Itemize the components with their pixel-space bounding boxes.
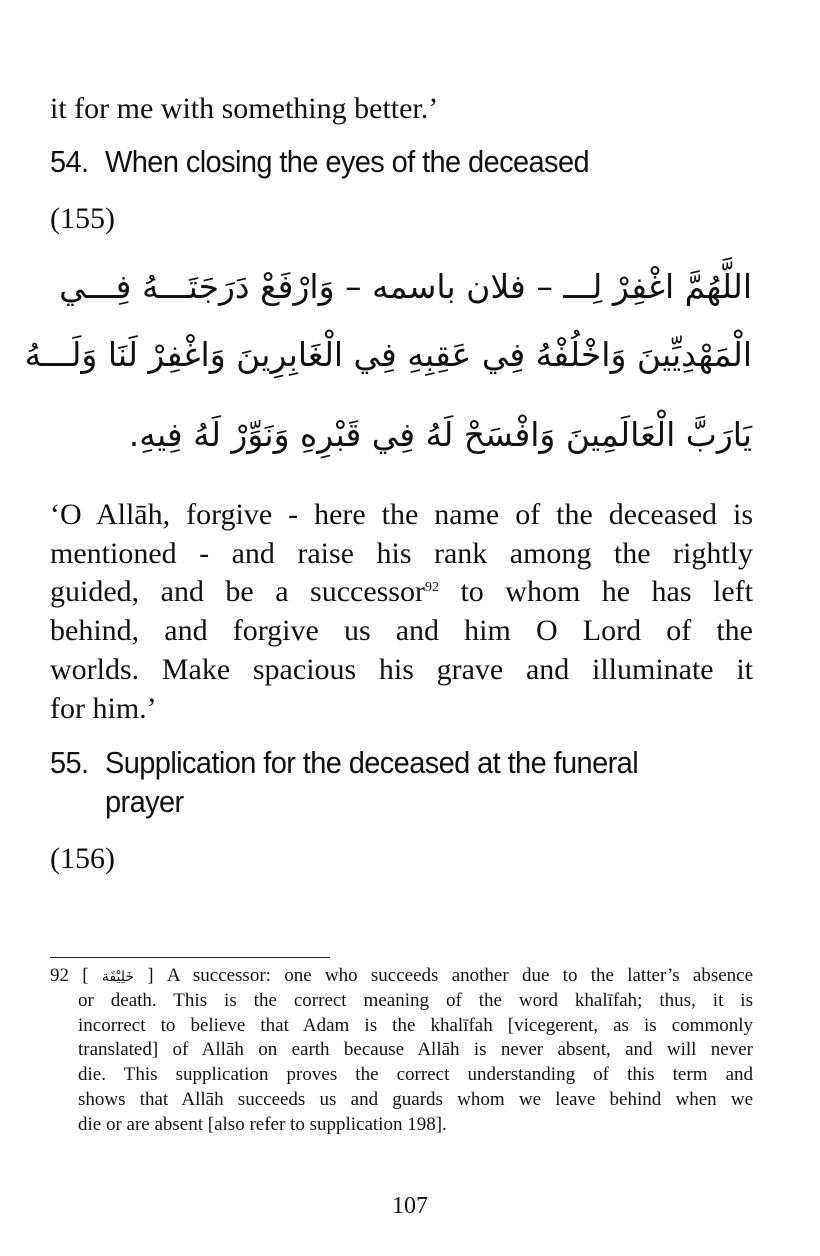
- translation-line-3-start: guided, and be a successor: [50, 575, 425, 608]
- footnote-arabic-term: خَلِيْفَة: [101, 969, 134, 985]
- footnote-line-4: translated] of Allāh on earth because Allāh is never absent, and will never: [78, 1039, 753, 1060]
- translation-line-5: worlds. Make spacious his grave and illuminate it: [50, 653, 753, 686]
- translation-line-2: mentioned - and raise his rank among the rightly: [50, 537, 753, 570]
- footnote-marker-92[interactable]: 92: [424, 580, 439, 595]
- translation-line-3-end: to whom he has left: [438, 575, 753, 608]
- continuation-text: it for me with something better.’: [50, 92, 439, 125]
- section-55-reference: (156): [50, 842, 115, 875]
- section-55-number: 55.: [50, 746, 89, 781]
- translation-line-6: for him.’: [50, 692, 157, 725]
- section-55-heading: [50, 746, 639, 781]
- footnote-line-3: incorrect to believe that Adam is the khalīfah [vicegerent, as is commonly: [78, 1015, 753, 1036]
- footnote-close-bracket: ]: [147, 965, 154, 986]
- footnote-number: 92: [50, 965, 69, 986]
- footnote-line-1: [50, 966, 753, 985]
- section-54-heading: [50, 145, 590, 180]
- section-54-title: When closing the eyes of the deceased: [105, 145, 590, 180]
- section-54-reference: (155): [50, 202, 115, 235]
- section-55-title-line-1: Supplication for the deceased at the funeral: [105, 746, 639, 781]
- translation-line-3: [50, 577, 753, 607]
- arabic-line-3: يَارَبَّ الْعَالَمِينَ وَافْسَحْ لَهُ فِي قَبْرِهِ وَنَوِّرْ لَهُ فِيهِ.: [128, 415, 752, 454]
- translation-line-4: behind, and forgive us and him O Lord of the: [50, 614, 753, 647]
- footnote-line-7: die or are absent [also refer to supplication 198].: [78, 1114, 447, 1135]
- footnote-line-6: shows that Allāh succeeds us and guards whom we leave behind when we: [78, 1089, 753, 1110]
- footnote-divider: [50, 957, 330, 958]
- page-number: 107: [392, 1193, 428, 1219]
- footnote-line-5: die. This supplication proves the correct understanding of this term and: [78, 1064, 753, 1085]
- footnote-open-bracket: [: [82, 965, 89, 986]
- section-54-number: 54.: [50, 145, 89, 180]
- translation-line-1: ‘O Allāh, forgive - here the name of the deceased is: [50, 498, 753, 531]
- section-55-title-line-2: prayer: [105, 785, 184, 820]
- footnote-line-1-text: A successor: one who succeeds another due to the latter’s absence: [166, 965, 754, 986]
- footnote-line-2: or death. This is the correct meaning of the word khalīfah; thus, it is: [78, 990, 753, 1011]
- arabic-line-2: الْمَهْدِيِّينَ وَاخْلُفْهُ فِي عَقِبِهِ فِي الْغَابِرِينَ وَاغْفِرْ لَنَا وَلَـــهُ: [24, 335, 752, 374]
- arabic-line-1: اللَّهُمَّ اغْفِرْ لِـــ – فلان باسمه – وَارْفَعْ دَرَجَتَـــهُ فِـــي: [59, 267, 752, 306]
